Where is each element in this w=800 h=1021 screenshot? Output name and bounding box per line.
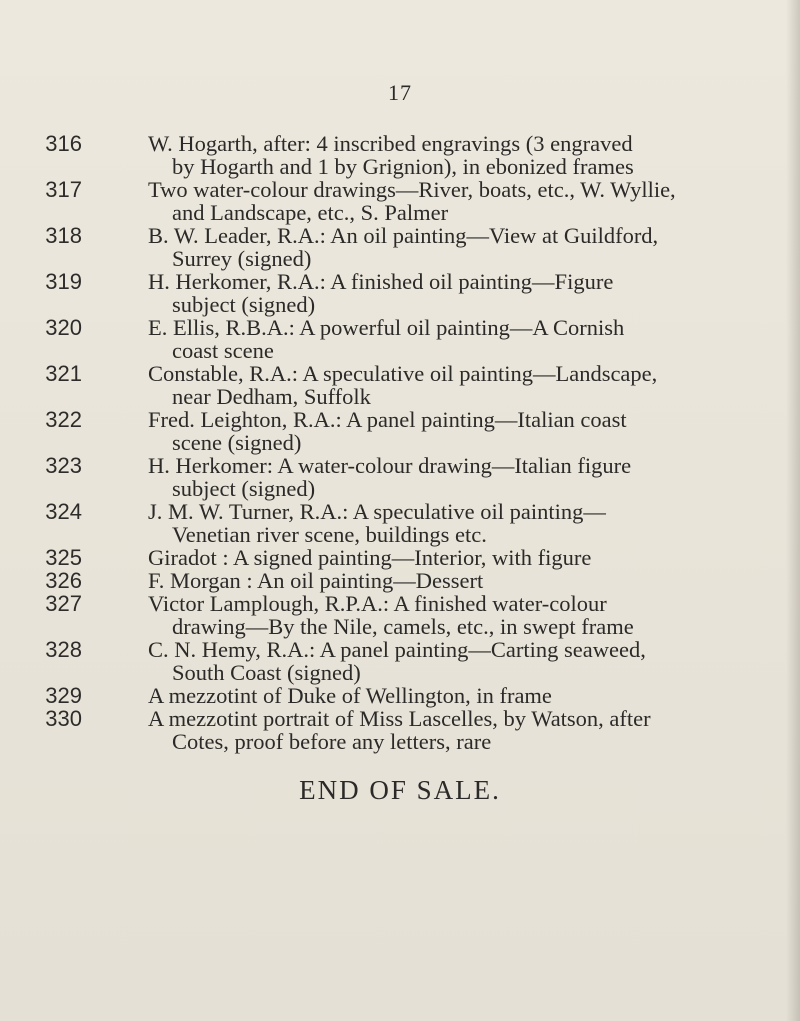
lot-description [148,454,788,500]
lot-description-line: drawing—By the Nile, camels, etc., in swept frame [172,614,634,639]
lot-description [148,270,788,316]
lot-description-line: H. Herkomer: A water-colour drawing—Italian figure [148,453,632,478]
lot-description-line: coast scene [172,338,274,363]
lot-description-line: B. W. Leader, R.A.: An oil painting—View at Guildford, [148,223,659,248]
lot-description-line: South Coast (signed) [172,660,361,685]
lot-description [148,707,788,753]
lot-description-line: H. Herkomer, R.A.: A finished oil painting—Figure [148,269,614,294]
lot-description-line: A mezzotint of Duke of Wellington, in frame [148,683,552,708]
lot-description-line: Venetian river scene, buildings etc. [172,522,487,547]
lot-number: 330 [45,706,82,731]
page-edge-shadow [786,0,800,1021]
lot-description-line: near Dedham, Suffolk [172,384,371,409]
lot-description-line: W. Hogarth, after: 4 inscribed engravings (3 engraved [148,131,633,156]
lot-description-line: Constable, R.A.: A speculative oil painting—Landscape, [148,361,658,386]
lot-description-line: and Landscape, etc., S. Palmer [172,200,449,225]
lot-description-line: Two water-colour drawings—River, boats, etc., W. Wyllie, [148,177,676,202]
page-number: 17 [388,80,412,105]
lot-description-line: subject (signed) [172,292,316,317]
lot-description-line: Giradot : A signed painting—Interior, with figure [148,545,592,570]
lot-description [148,500,788,546]
lot-number: 317 [45,177,82,202]
lot-number: 327 [45,591,82,616]
lot-description-line: A mezzotint portrait of Miss Lascelles, by Watson, after [148,706,651,731]
lot-description [148,592,788,638]
lot-description-line: scene (signed) [172,430,302,455]
lot-number: 321 [45,361,82,386]
lot-description [148,638,788,684]
lot-number: 326 [45,568,82,593]
end-of-sale-footer: END OF SALE. [299,775,501,805]
lot-description-line: Surrey (signed) [172,246,312,271]
lot-number: 323 [45,453,82,478]
lot-description [148,546,788,569]
lot-description-line: J. M. W. Turner, R.A.: A speculative oil painting— [148,499,606,524]
lot-description-line: by Hogarth and 1 by Grignion), in ebonized frames [172,154,634,179]
lot-description [148,316,788,362]
lot-number: 328 [45,637,82,662]
lot-description-line: F. Morgan : An oil painting—Dessert [148,568,484,593]
lot-number: 329 [45,683,82,708]
lot-number: 325 [45,545,82,570]
lot-number: 316 [45,131,82,156]
lot-number: 320 [45,315,82,340]
lot-description [148,132,788,178]
lot-number: 324 [45,499,82,524]
lot-description [148,408,788,454]
lot-number: 319 [45,269,82,294]
lot-description [148,684,788,707]
lot-description-line: Victor Lamplough, R.P.A.: A finished water-colour [148,591,607,616]
lot-description [148,178,788,224]
lot-description-line: Cotes, proof before any letters, rare [172,729,492,754]
lot-description [148,362,788,408]
lot-number: 318 [45,223,82,248]
lot-description [148,224,788,270]
lot-description-line: C. N. Hemy, R.A.: A panel painting—Carting seaweed, [148,637,646,662]
lot-description-line: E. Ellis, R.B.A.: A powerful oil painting—A Cornish [148,315,625,340]
lot-number: 322 [45,407,82,432]
lot-description-line: subject (signed) [172,476,316,501]
lot-description-line: Fred. Leighton, R.A.: A panel painting—Italian coast [148,407,627,432]
lot-description [148,569,788,592]
